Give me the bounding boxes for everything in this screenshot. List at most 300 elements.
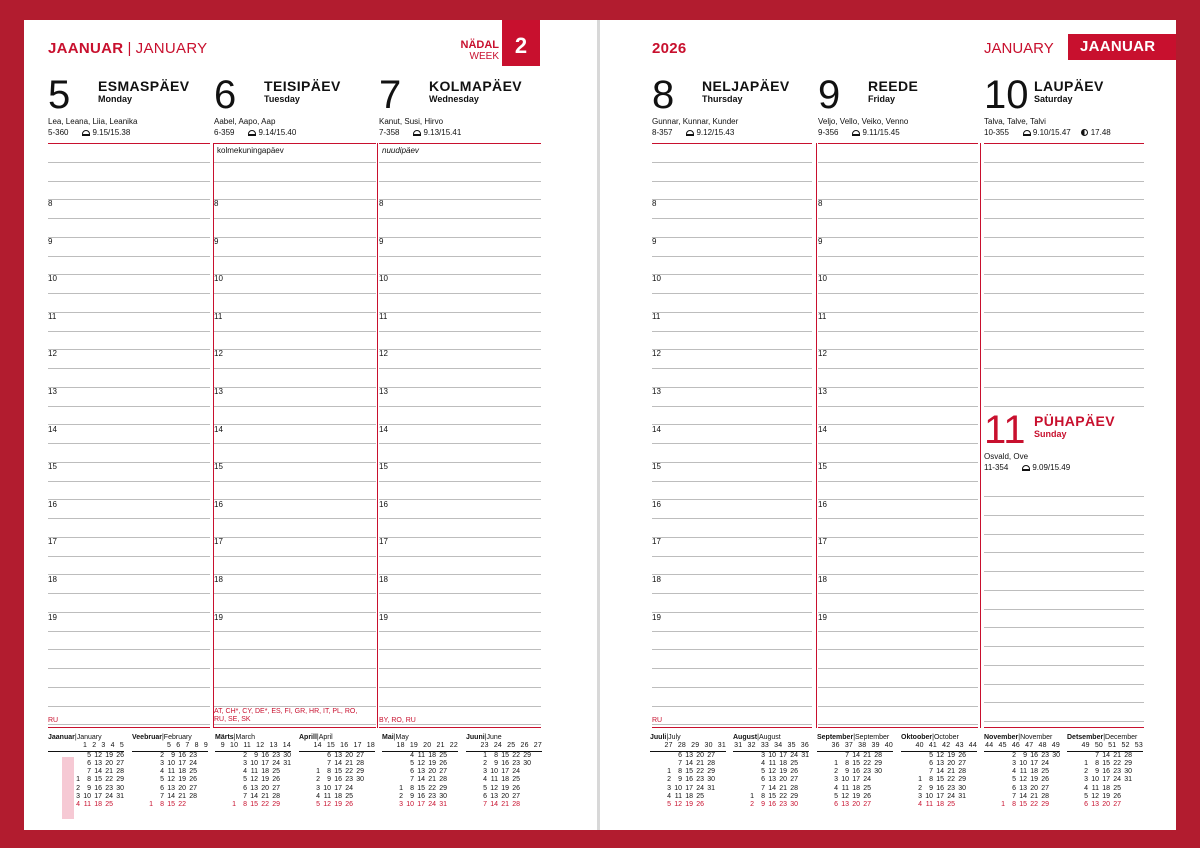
ruled-line — [214, 218, 376, 219]
mini-day — [994, 760, 1005, 768]
mini-day — [520, 776, 531, 784]
ruled-line — [48, 462, 210, 463]
mini-day — [364, 801, 375, 809]
ruled-line — [652, 612, 812, 613]
ruled-line — [379, 687, 541, 688]
mini-day — [715, 752, 726, 760]
separator: | — [316, 734, 319, 741]
ruled-line — [818, 293, 978, 294]
mini-day: 14 — [1102, 751, 1110, 759]
mini-day: 19 — [1102, 793, 1110, 801]
ruled-line — [984, 609, 1144, 610]
ruled-line — [379, 274, 541, 275]
mini-day — [715, 785, 726, 793]
ruled-line — [652, 631, 812, 632]
mini-day — [966, 752, 977, 760]
mini-week-numbers: 14 15 16 17 18 — [299, 742, 375, 751]
mini-day — [798, 768, 809, 776]
hour-label: 17 — [652, 537, 661, 547]
mini-day: 31 — [707, 784, 715, 792]
mini-day — [392, 768, 403, 776]
column-divider — [213, 143, 214, 728]
hour-label: 11 — [379, 311, 388, 321]
mini-day: 7 — [1012, 793, 1016, 801]
mini-day: 20 — [1102, 801, 1110, 809]
mini-day: 1 — [834, 759, 838, 767]
ruled-line — [379, 499, 541, 500]
day-number: 9 — [818, 73, 841, 117]
mini-day: 26 — [272, 776, 280, 784]
hour-label: 14 — [652, 424, 661, 434]
mini-month-et: November — [984, 734, 1019, 741]
mini-day: 25 — [345, 793, 353, 801]
mini-grid — [215, 752, 291, 810]
mini-day — [364, 785, 375, 793]
hour-label: 17 — [379, 537, 388, 547]
ruled-line — [818, 181, 978, 182]
ruled-line — [379, 293, 541, 294]
mini-grid — [466, 752, 542, 810]
mini-day — [798, 785, 809, 793]
mini-day: 23 — [428, 793, 436, 801]
hour-label: 12 — [48, 349, 57, 359]
mini-day: 26 — [696, 801, 704, 809]
mini-day: 3 — [667, 784, 671, 792]
hour-label: 14 — [48, 424, 57, 434]
ruled-line — [214, 312, 376, 313]
mini-day: 9 — [1095, 768, 1099, 776]
ruled-line — [379, 462, 541, 463]
ruled-line — [214, 199, 376, 200]
ruled-line — [652, 162, 812, 163]
day-number: 8 — [652, 73, 675, 117]
ruled-line — [818, 537, 978, 538]
year-title: 2026 — [652, 40, 687, 57]
mini-day: 29 — [272, 801, 280, 809]
mini-day: 30 — [523, 759, 531, 767]
day-number: 11 — [984, 408, 1026, 452]
mini-day: 11 — [83, 801, 91, 809]
ruled-line — [652, 331, 812, 332]
ruled-line — [214, 556, 376, 557]
ruled-line — [214, 537, 376, 538]
ruled-line — [984, 590, 1144, 591]
mini-day: 25 — [105, 801, 113, 809]
mini-day: 20 — [178, 784, 186, 792]
mini-day: 22 — [105, 776, 113, 784]
mini-day: 15 — [334, 768, 342, 776]
mini-day: 26 — [189, 776, 197, 784]
sunday-header — [984, 410, 1144, 480]
mini-day: 15 — [250, 801, 258, 809]
day-column — [652, 20, 812, 830]
ruled-line — [379, 481, 541, 482]
mini-day: 11 — [925, 801, 933, 809]
mini-day — [447, 768, 458, 776]
mini-day: 29 — [790, 793, 798, 801]
ruled-line — [818, 256, 978, 257]
mini-day: 28 — [356, 759, 364, 767]
mini-day — [743, 768, 754, 776]
ruled-line — [379, 218, 541, 219]
hour-label: 10 — [48, 274, 57, 284]
mini-day: 16 — [334, 776, 342, 784]
mini-day: 25 — [272, 768, 280, 776]
mini-day: 21 — [1113, 751, 1121, 759]
sunrise-sunset: 9.13/15.41 — [423, 128, 462, 137]
ruled-line — [818, 556, 978, 557]
day-of-year: 9-356 — [818, 128, 839, 137]
hour-label: 11 — [48, 311, 57, 321]
mini-day — [392, 752, 403, 760]
mini-day: 22 — [947, 776, 955, 784]
mini-day: 23 — [105, 784, 113, 792]
mini-day: 23 — [947, 784, 955, 792]
day-number: 5 — [48, 73, 71, 117]
mini-day: 10 — [841, 776, 849, 784]
mini-month-title — [817, 734, 893, 742]
mini-month-en: June — [486, 734, 502, 741]
ruled-line — [48, 312, 210, 313]
ruled-line — [818, 481, 978, 482]
month-box: JAANUAR — [1068, 34, 1176, 60]
ruled-line — [652, 181, 812, 182]
mini-day: 29 — [707, 768, 715, 776]
mini-day: 12 — [768, 768, 776, 776]
mini-month-en: April — [318, 734, 333, 741]
mini-day: 21 — [345, 759, 353, 767]
ruled-line — [214, 687, 376, 688]
mini-day: 17 — [501, 768, 509, 776]
mini-day: 13 — [685, 751, 693, 759]
sun-icon — [248, 130, 256, 136]
mini-day: 4 — [761, 759, 765, 767]
hour-label: 16 — [379, 499, 388, 509]
mini-day: 23 — [779, 801, 787, 809]
mini-day — [225, 793, 236, 801]
ruled-line — [379, 349, 541, 350]
mini-day: 4 — [160, 768, 164, 776]
mini-day — [743, 785, 754, 793]
hour-label: 8 — [652, 199, 657, 208]
mini-day — [225, 768, 236, 776]
mini-month-et: Mai — [382, 734, 394, 741]
separator: | — [1103, 734, 1106, 741]
day-name-en: Sunday — [1034, 429, 1067, 439]
mini-grid — [733, 752, 809, 810]
mini-day: 22 — [863, 759, 871, 767]
mini-day: 22 — [428, 784, 436, 792]
mini-day: 4 — [834, 784, 838, 792]
mini-month-en: January — [76, 734, 102, 741]
mini-day: 28 — [790, 784, 798, 792]
hour-label: 18 — [652, 575, 661, 584]
mini-day — [743, 760, 754, 768]
ruled-line — [214, 274, 376, 275]
ruled-line — [48, 631, 210, 632]
ruled-line — [48, 406, 210, 407]
holiday-note: kolmekuningapäev — [217, 146, 284, 155]
mini-day: 18 — [94, 801, 102, 809]
mini-day: 11 — [1091, 784, 1099, 792]
separator: | — [1018, 734, 1021, 741]
ruled-line — [214, 649, 376, 650]
mini-day: 22 — [779, 793, 787, 801]
hour-label: 8 — [48, 199, 53, 208]
day-top-rule — [652, 143, 812, 144]
mini-day: 10 — [1091, 776, 1099, 784]
mini-week-numbers: 5 6 7 8 9 — [132, 742, 208, 751]
mini-day: 28 — [189, 793, 197, 801]
mini-day: 22 — [345, 768, 353, 776]
ruled-line — [214, 237, 376, 238]
ruled-line — [214, 518, 376, 519]
mini-week-numbers: 27 28 29 30 31 — [650, 742, 726, 751]
mini-day: 12 — [1091, 793, 1099, 801]
hour-label: 19 — [379, 612, 388, 622]
day-top-rule — [818, 143, 978, 144]
mini-day: 5 — [243, 776, 247, 784]
mini-day: 8 — [761, 793, 765, 801]
mini-day — [1121, 793, 1132, 801]
ruled-line — [379, 162, 541, 163]
mini-day: 12 — [323, 801, 331, 809]
mini-day — [520, 801, 531, 809]
mini-day: 17 — [1102, 776, 1110, 784]
mini-day: 14 — [936, 768, 944, 776]
mini-week-numbers: 36 37 38 39 40 — [817, 742, 893, 751]
mini-day: 15 — [501, 751, 509, 759]
name-days: Gunnar, Kunnar, Kunder — [652, 117, 739, 126]
hour-label: 17 — [818, 537, 827, 547]
mini-day: 21 — [178, 793, 186, 801]
mini-day — [1132, 768, 1143, 776]
mini-day: 5 — [483, 784, 487, 792]
name-days: Veljo, Vello, Veiko, Venno — [818, 117, 909, 126]
mini-day — [447, 801, 458, 809]
day-bottom-rule — [652, 727, 812, 728]
ruled-line — [214, 499, 376, 500]
mini-day — [197, 776, 208, 784]
mini-day: 12 — [841, 793, 849, 801]
hour-label: 16 — [652, 499, 661, 509]
mini-day: 7 — [845, 751, 849, 759]
ruled-line — [818, 237, 978, 238]
mini-day: 6 — [761, 776, 765, 784]
mini-day — [1049, 785, 1060, 793]
mini-day: 6 — [160, 784, 164, 792]
ruled-line — [652, 218, 812, 219]
mini-day — [994, 752, 1005, 760]
month-en: JANUARY — [135, 40, 208, 57]
mini-day — [911, 760, 922, 768]
mini-day: 24 — [428, 801, 436, 809]
mini-day: 15 — [417, 784, 425, 792]
mini-day: 9 — [327, 776, 331, 784]
mini-day: 18 — [428, 751, 436, 759]
mini-month-et: Oktoober — [901, 734, 933, 741]
mini-day: 6 — [327, 751, 331, 759]
mini-day — [58, 801, 69, 809]
mini-day — [113, 801, 124, 809]
mini-day — [69, 768, 80, 776]
mini-month-title — [466, 734, 542, 742]
day-name-et: ESMASPÄEV — [98, 78, 190, 94]
mini-day: 2 — [76, 784, 80, 792]
mini-day: 19 — [1030, 776, 1038, 784]
sun-icon — [1022, 465, 1030, 471]
hour-label: 10 — [818, 274, 827, 284]
mini-week-numbers: 18 19 20 21 22 — [382, 742, 458, 751]
mini-day — [911, 752, 922, 760]
mini-day: 4 — [1012, 768, 1016, 776]
hour-label: 9 — [214, 236, 219, 246]
day-name-et: KOLMAPÄEV — [429, 78, 523, 94]
mini-day — [197, 760, 208, 768]
mini-day — [531, 785, 542, 793]
mini-day — [142, 776, 153, 784]
mini-day: 20 — [428, 768, 436, 776]
mini-day: 29 — [874, 759, 882, 767]
mini-day: 30 — [1124, 768, 1132, 776]
mini-day: 15 — [1102, 759, 1110, 767]
hour-label: 10 — [652, 274, 661, 284]
mini-day — [827, 752, 838, 760]
sun-icon — [413, 130, 421, 136]
mini-day — [197, 793, 208, 801]
mini-day: 17 — [1030, 759, 1038, 767]
mini-day: 30 — [116, 784, 124, 792]
mini-day: 22 — [1113, 759, 1121, 767]
mini-day: 3 — [316, 784, 320, 792]
hour-label: 18 — [818, 575, 827, 584]
mini-day: 3 — [483, 768, 487, 776]
mini-day: 4 — [667, 793, 671, 801]
mini-day: 2 — [243, 751, 247, 759]
mini-day: 31 — [801, 751, 809, 759]
mini-month-et: Veebruar — [132, 734, 162, 741]
mini-day: 17 — [685, 784, 693, 792]
mini-day — [1077, 752, 1088, 760]
mini-day: 21 — [696, 759, 704, 767]
ruled-line — [48, 649, 210, 650]
mini-day: 31 — [1124, 776, 1132, 784]
day-bottom-rule — [379, 727, 541, 728]
ruled-line — [652, 293, 812, 294]
mini-day — [186, 801, 197, 809]
hour-label: 10 — [379, 274, 388, 284]
day-header — [652, 75, 812, 145]
separator: | — [666, 734, 669, 741]
mini-day — [882, 801, 893, 809]
mini-day — [882, 785, 893, 793]
moon-time: 17.48 — [1090, 128, 1111, 137]
ruled-line — [48, 293, 210, 294]
mini-day — [955, 801, 966, 809]
mini-day: 11 — [167, 768, 175, 776]
mini-day: 23 — [272, 751, 280, 759]
mini-day: 5 — [834, 793, 838, 801]
mini-day: 29 — [958, 776, 966, 784]
mini-day: 6 — [834, 801, 838, 809]
mini-day — [743, 776, 754, 784]
ruled-line — [214, 443, 376, 444]
mini-month-en: September — [855, 734, 890, 741]
ruled-line — [652, 518, 812, 519]
ruled-line — [48, 274, 210, 275]
ruled-line — [48, 499, 210, 500]
mini-day: 25 — [696, 793, 704, 801]
mini-day: 28 — [1124, 751, 1132, 759]
ruled-line — [818, 312, 978, 313]
mini-day: 21 — [863, 751, 871, 759]
mini-grid — [1067, 752, 1143, 810]
ruled-line — [652, 424, 812, 425]
mini-day: 25 — [439, 751, 447, 759]
ruled-line — [652, 387, 812, 388]
mini-day: 23 — [863, 768, 871, 776]
mini-day — [1049, 793, 1060, 801]
ruled-line — [48, 237, 210, 238]
mini-day — [280, 776, 291, 784]
left-page — [24, 20, 598, 830]
mini-day: 27 — [439, 768, 447, 776]
mini-day — [660, 752, 671, 760]
mini-day: 16 — [94, 784, 102, 792]
mini-day: 23 — [345, 776, 353, 784]
mini-day: 4 — [918, 801, 922, 809]
ruled-line — [818, 462, 978, 463]
mini-day: 11 — [768, 759, 776, 767]
day-name-en: Monday — [98, 94, 133, 104]
mini-month-title — [650, 734, 726, 742]
mini-day: 1 — [667, 768, 671, 776]
mini-calendar — [650, 734, 726, 810]
mini-day: 11 — [250, 768, 258, 776]
mini-day: 10 — [674, 784, 682, 792]
mini-day: 1 — [76, 776, 80, 784]
ruled-line — [984, 627, 1144, 628]
mini-day: 23 — [189, 751, 197, 759]
hour-label: 15 — [818, 462, 827, 472]
mini-day — [142, 760, 153, 768]
name-days: Talva, Talve, Talvi — [984, 117, 1046, 126]
week-et: NÄDAL — [460, 39, 499, 51]
hour-label: 17 — [214, 537, 223, 547]
hour-label: 10 — [214, 274, 223, 284]
mini-day: 10 — [768, 751, 776, 759]
mini-day: 3 — [243, 759, 247, 767]
mini-day: 17 — [852, 776, 860, 784]
right-page — [600, 20, 1176, 830]
day-header — [818, 75, 978, 145]
mini-day: 9 — [845, 768, 849, 776]
ruled-line — [379, 518, 541, 519]
mini-day — [520, 768, 531, 776]
country-holidays: AT, CH*, CY, DE*, ES, FI, GR, HR, IT, PL, RO, RU, SE, SK — [214, 708, 358, 723]
hour-label: 19 — [652, 612, 661, 622]
name-days: Lea, Leana, Liia, Leanika — [48, 117, 138, 126]
mini-day: 10 — [167, 759, 175, 767]
mini-day — [882, 776, 893, 784]
mini-day: 5 — [87, 751, 91, 759]
mini-day — [392, 776, 403, 784]
mini-calendar — [733, 734, 809, 810]
mini-day: 5 — [410, 759, 414, 767]
ruled-line — [379, 368, 541, 369]
mini-day: 27 — [863, 801, 871, 809]
mini-day: 18 — [501, 776, 509, 784]
